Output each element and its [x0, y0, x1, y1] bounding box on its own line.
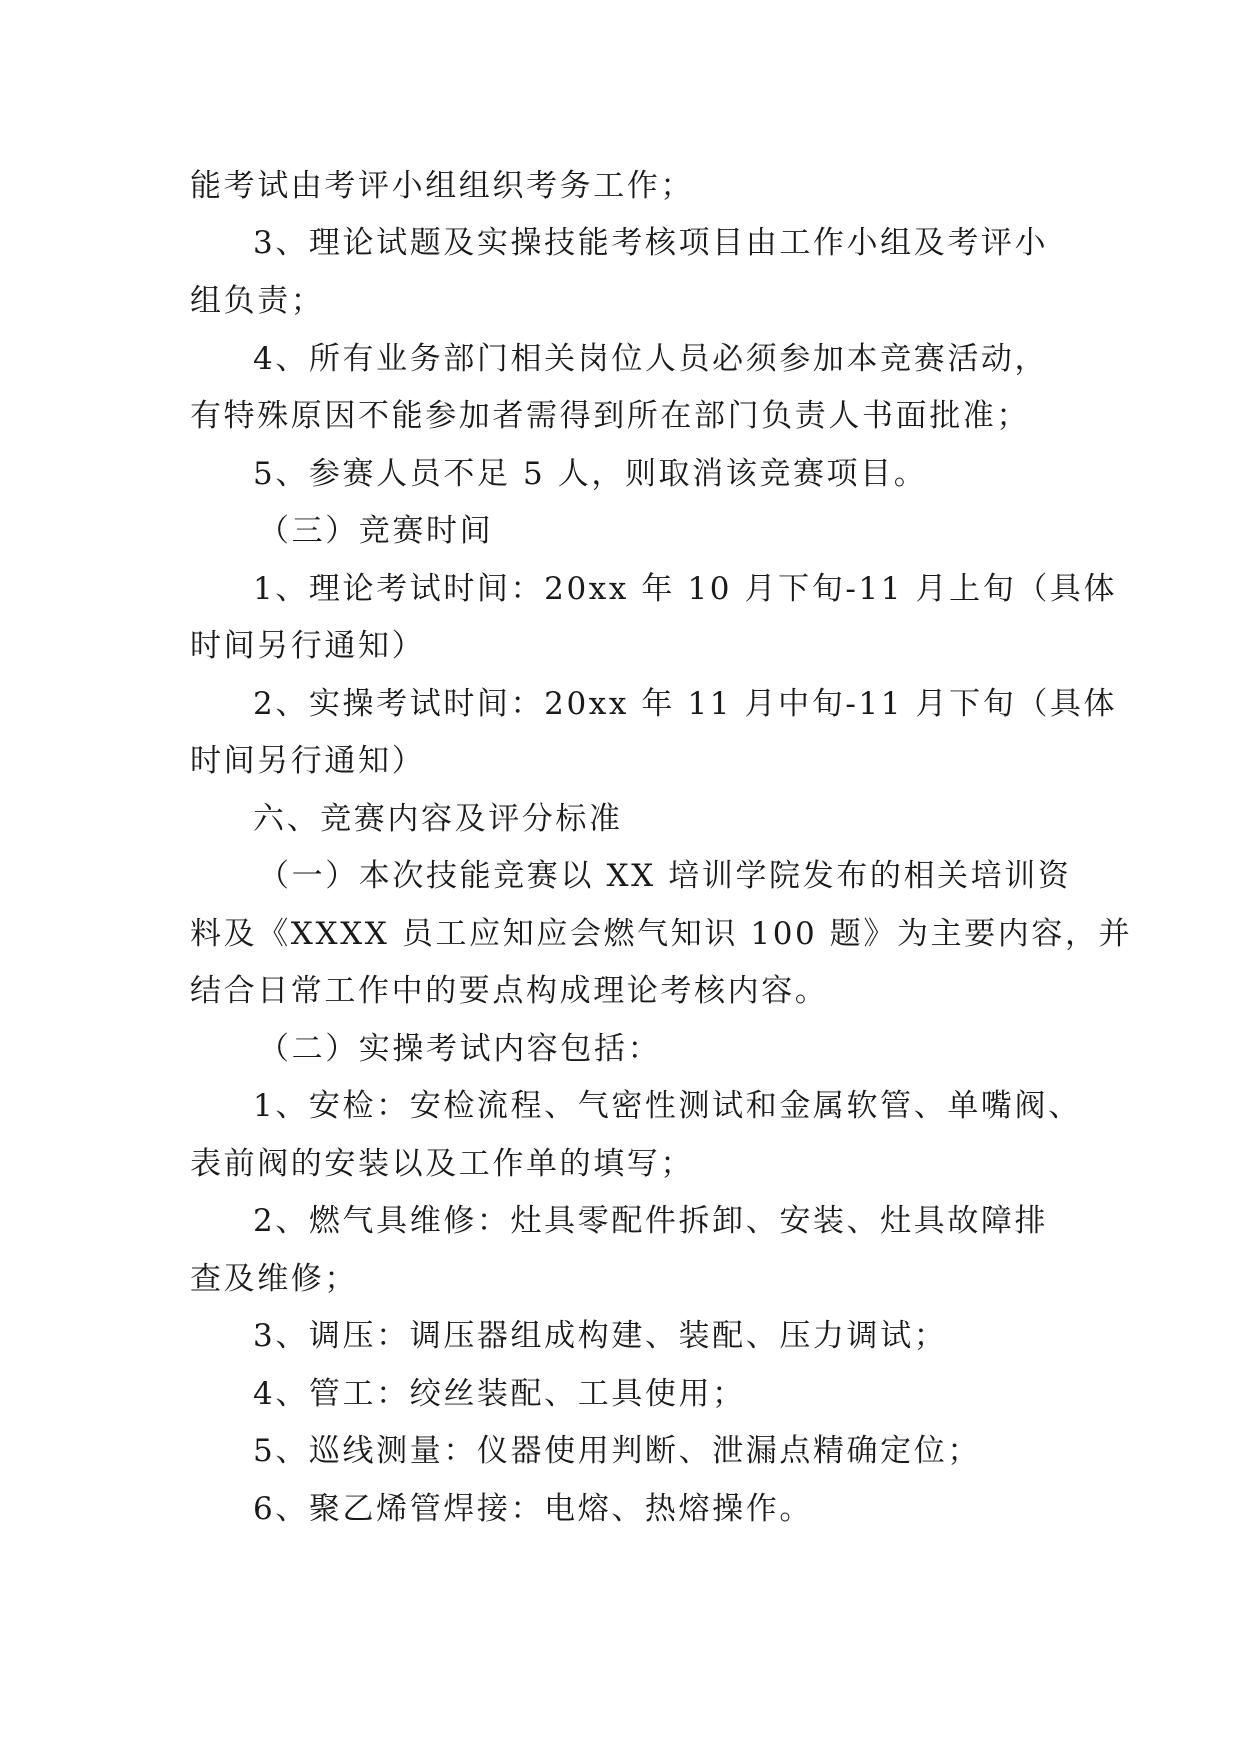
text-line: 有特殊原因不能参加者需得到所在部门负责人书面批准； [190, 398, 1030, 434]
text-line: 时间另行通知） [190, 743, 426, 779]
text-line: 1、理论考试时间：20xx 年 10 月下旬-11 月上旬（具体 [253, 571, 1118, 607]
text-line: 6、聚乙烯管焊接：电熔、热熔操作。 [253, 1491, 813, 1527]
text-line: 查及维修； [190, 1261, 358, 1297]
text-line: 时间另行通知） [190, 628, 426, 664]
section-heading: （三）竞赛时间 [258, 513, 494, 549]
text-line: 2、实操考试时间：20xx 年 11 月中旬-11 月下旬（具体 [253, 686, 1118, 722]
text-line: 3、理论试题及实操技能考核项目由工作小组及考评小 [253, 225, 1049, 261]
text-line: 表前阀的安装以及工作单的填写； [190, 1146, 694, 1182]
text-line: 2、燃气具维修：灶具零配件拆卸、安装、灶具故障排 [253, 1203, 1049, 1239]
text-line: 能考试由考评小组组织考务工作； [190, 168, 694, 204]
text-line: 料及《XXXX 员工应知应会燃气知识 100 题》为主要内容，并 [190, 916, 1133, 952]
text-line: 4、管工：绞丝装配、工具使用； [253, 1376, 746, 1412]
text-line: 结合日常工作中的要点构成理论考核内容。 [190, 973, 829, 1009]
text-line: 5、参赛人员不足 5 人，则取消该竞赛项目。 [253, 456, 928, 492]
text-line: 1、安检：安检流程、气密性测试和金属软管、单嘴阀、 [253, 1088, 1082, 1124]
text-line: 5、巡线测量：仪器使用判断、泄漏点精确定位； [253, 1433, 981, 1469]
text-line: （一）本次技能竞赛以 XX 培训学院发布的相关培训资 [258, 858, 1072, 894]
section-heading: 六、竞赛内容及评分标准 [253, 801, 623, 837]
text-line: 4、所有业务部门相关岗位人员必须参加本竞赛活动， [253, 341, 1049, 377]
text-line: 组负责； [190, 283, 325, 319]
section-heading: （二）实操考试内容包括： [258, 1031, 662, 1067]
text-line: 3、调压：调压器组成构建、装配、压力调试； [253, 1318, 948, 1354]
